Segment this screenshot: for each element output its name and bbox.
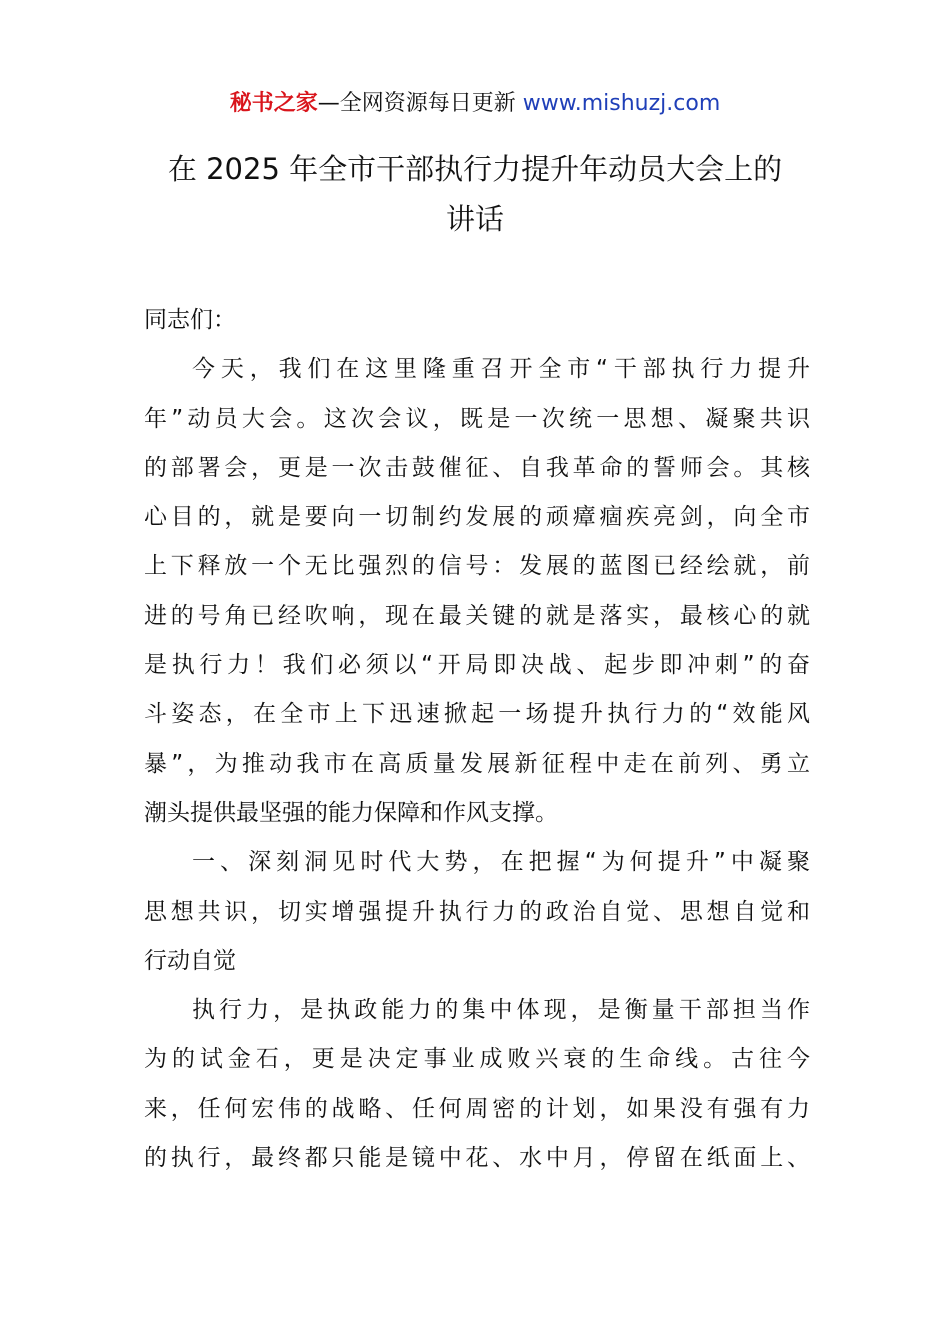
paragraph-line: 的部署会，更是一次击鼓催征、自我革命的誓师会。其核: [144, 454, 810, 481]
paragraph-line: 的执行，最终都只能是镜中花、水中月，停留在纸面上、: [144, 1145, 810, 1172]
section-heading-line: 行动自觉: [144, 947, 236, 974]
paragraph-line: 今天，我们在这里隆重召开全市“干部执行力提升: [192, 356, 810, 383]
title-line-2: 讲话: [445, 202, 504, 236]
section-heading-line: 思想共识，切实增强提升执行力的政治自觉、思想自觉和: [144, 898, 810, 925]
paragraph-line: 斗姿态，在全市上下迅速掀起一场提升执行力的“效能风: [144, 701, 810, 728]
paragraph-line: 是执行力！我们必须以“开局即决战、起步即冲刺”的奋: [144, 652, 810, 679]
document-body: [144, 296, 810, 1183]
paragraph-line: 暴”，为推动我市在高质量发展新征程中走在前列、勇立: [144, 750, 810, 777]
paragraph-line: 心目的，就是要向一切制约发展的顽瘴痼疾亮剑，向全市: [144, 504, 810, 531]
document-title: [120, 144, 830, 244]
site-brand: 秘书之家: [229, 91, 318, 116]
paragraph-line: 为的试金石，更是决定事业成败兴衰的生命线。古往今: [144, 1046, 810, 1073]
salutation: 同志们：: [144, 307, 236, 333]
paragraph-line: 年”动员大会。这次会议，既是一次统一思想、凝聚共识: [144, 405, 810, 432]
title-line-1: 在 2025 年全市干部执行力提升年动员大会上的: [167, 152, 783, 186]
site-header: [0, 88, 950, 120]
paragraph-line: 潮头提供最坚强的能力保障和作风支撑。: [144, 799, 558, 826]
site-tagline: —全网资源每日更新: [317, 91, 523, 116]
paragraph-line: 执行力，是执政能力的集中体现，是衡量干部担当作: [192, 997, 810, 1024]
section-heading-line: 一、深刻洞见时代大势，在把握“为何提升”中凝聚: [192, 849, 810, 876]
paragraph-line: 来，任何宏伟的战略、任何周密的计划，如果没有强有力: [144, 1095, 810, 1122]
site-url-link[interactable]: www.mishuzj.com: [522, 91, 721, 116]
paragraph-line: 进的号角已经吹响，现在最关键的就是落实，最核心的就: [144, 602, 810, 629]
paragraph-line: 上下释放一个无比强烈的信号：发展的蓝图已经绘就，前: [144, 553, 810, 580]
